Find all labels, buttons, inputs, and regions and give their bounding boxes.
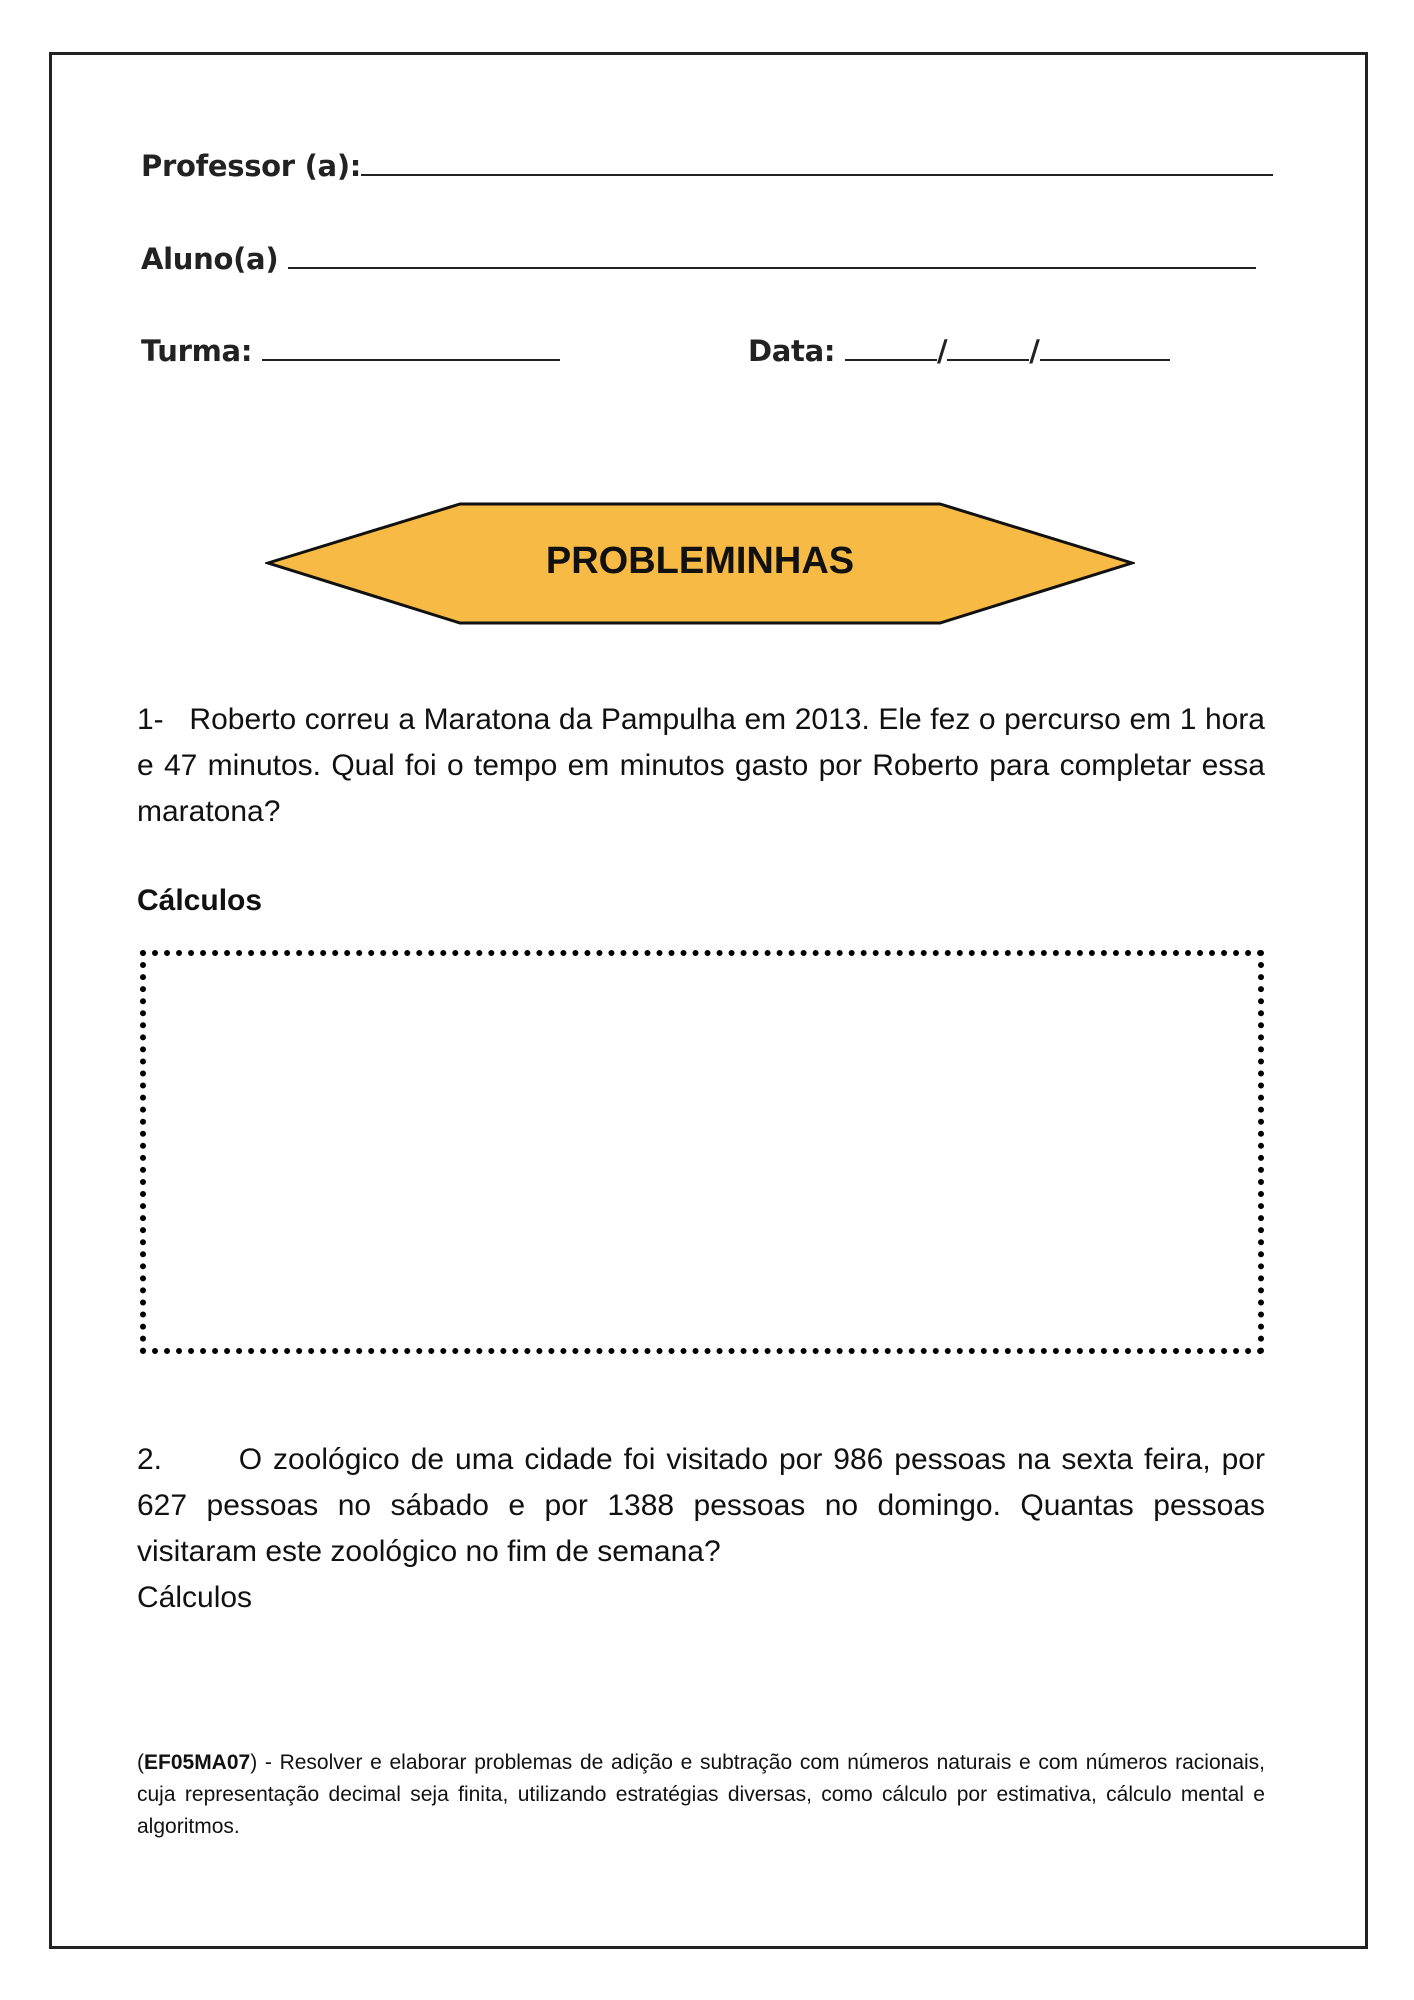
title-banner [265, 500, 1135, 630]
banner-title: PROBLEMINHAS [545, 540, 855, 582]
aluno-label: Aluno(a) [141, 242, 279, 276]
skill-description: ) - Resolver e elaborar problemas de adição e subtração com números naturais e com números racionais, cuja representação decimal seja finita, utilizando estratégias diversas, como cálculo por estimativa, cálculo mental e algoritmos. [137, 1751, 1265, 1838]
data-label: Data: [748, 334, 836, 368]
date-separator: / [1029, 334, 1040, 368]
turma-blank-line[interactable] [262, 358, 560, 361]
bncc-skill-note [137, 1747, 1265, 1843]
data-year-line[interactable] [1040, 358, 1170, 361]
question-number: 2. [137, 1443, 163, 1476]
aluno-field[interactable] [141, 242, 1256, 276]
calculations-area[interactable] [140, 950, 1264, 1354]
question-text: O zoológico de uma cidade foi visitado por 986 pessoas na sexta feira, por 627 pessoas no sábado e por 1388 pessoas no domingo. Quantas pessoas visitaram este zoológico no fim de semana? [137, 1443, 1265, 1568]
question-2 [137, 1437, 1265, 1621]
professor-blank-line[interactable] [361, 173, 1273, 176]
turma-label: Turma: [141, 334, 253, 368]
paren-open: ( [137, 1751, 144, 1774]
question-text: Roberto correu a Maratona da Pampulha em 2013. Ele fez o percurso em 1 hora e 47 minutos. Qual foi o tempo em minutos gasto por Roberto para completar essa maratona? [137, 703, 1265, 828]
date-separator: / [936, 334, 948, 368]
question-number: 1- [137, 703, 164, 736]
question-1 [137, 697, 1265, 835]
calculations-label: Cálculos [137, 1581, 253, 1614]
aluno-blank-line[interactable] [288, 266, 1256, 269]
data-day-line[interactable] [845, 358, 937, 361]
turma-field[interactable] [141, 334, 560, 368]
skill-code: EF05MA07 [144, 1751, 251, 1774]
data-month-line[interactable] [947, 358, 1029, 361]
professor-field[interactable] [141, 149, 1273, 183]
calculations-label: Cálculos [137, 884, 263, 917]
data-field[interactable] [748, 334, 1170, 368]
professor-label: Professor (a): [141, 149, 362, 183]
